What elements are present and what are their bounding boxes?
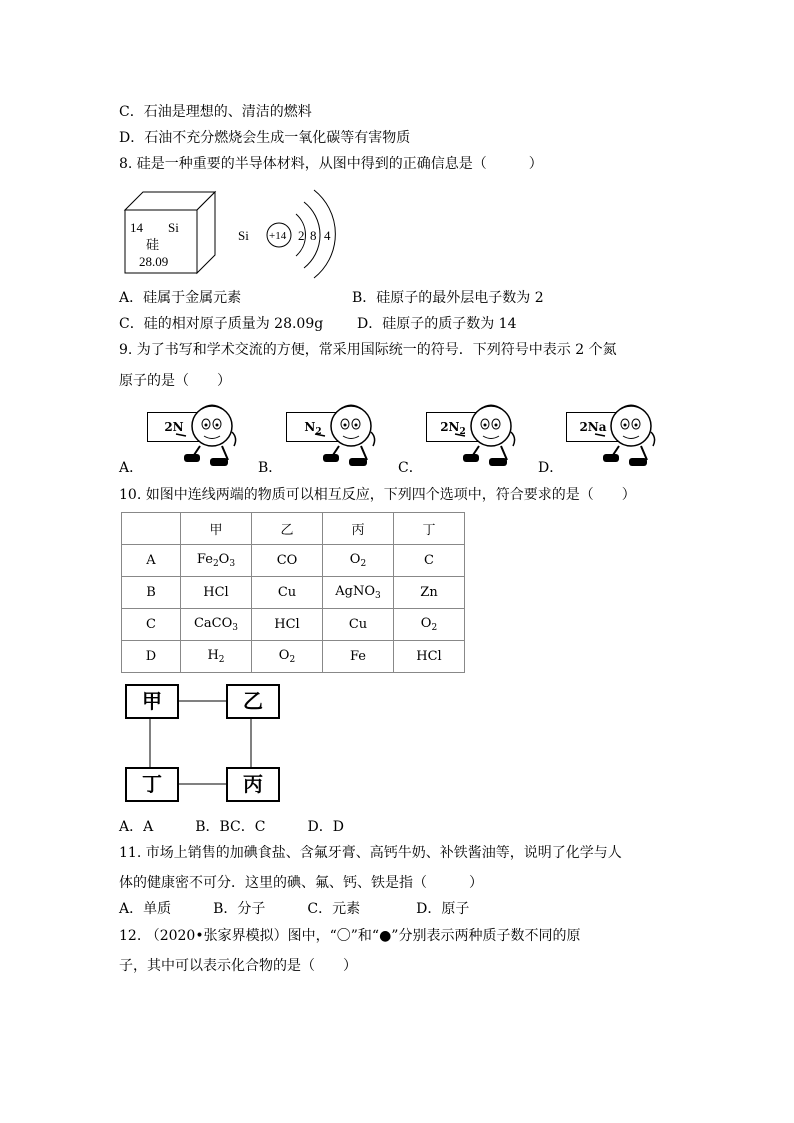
table-cell: CO [252, 545, 323, 577]
table-cell: Cu [252, 577, 323, 609]
table-cell: $O_2$ [323, 545, 394, 577]
table-row [122, 609, 465, 641]
table-row [122, 545, 465, 577]
q10-options: A．A B．BC．C D．D [119, 819, 344, 835]
option-letter: B． [258, 460, 283, 476]
row-label: B [122, 577, 181, 609]
card-sub: 2 [315, 427, 322, 437]
question-11-line1: 11. 市场上销售的加碘食盐、含氟牙膏、高钙牛奶、补铁酱油等，说明了化学与人 [119, 845, 622, 861]
table-row [122, 641, 465, 673]
box-ding: 丁 [125, 767, 179, 802]
nucleus-charge: +14 [269, 230, 287, 242]
table-cell: HCl [181, 577, 252, 609]
q7-option-d: D．石油不充分燃烧会生成一氧化碳等有害物质 [119, 130, 411, 146]
table-header-cell: 丙 [323, 513, 394, 545]
card-sub: 2 [459, 427, 466, 437]
box-jia: 甲 [125, 684, 179, 719]
silicon-element-card [118, 188, 218, 278]
cartoon-character-icon [591, 398, 659, 470]
option-letter: A． [119, 460, 144, 476]
question-12-line1: 12. （2020•张家界模拟）图中，“〇”和“●”分别表示两种质子数不同的原 [119, 928, 581, 944]
question-9-line1: 9. 为了书写和学术交流的方便，常采用国际统一的符号．下列符号中表示 2 个氮 [119, 342, 617, 358]
reaction-table [121, 512, 465, 673]
box-bing: 丙 [226, 767, 280, 802]
q8-option-d: D．硅原子的质子数为 14 [357, 316, 517, 332]
question-12-line2: 子，其中可以表示化合物的是（ ） [119, 958, 357, 974]
table-header-cell [122, 513, 181, 545]
option-letter: C． [398, 460, 423, 476]
row-label: D [122, 641, 181, 673]
cartoon-character-icon [311, 398, 379, 470]
question-10: 10. 如图中连线两端的物质可以相互反应，下列四个选项中，符合要求的是（ ） [119, 487, 636, 503]
card-main: 2Na [579, 420, 607, 434]
table-cell: Fe [323, 641, 394, 673]
table-header-cell: 丁 [394, 513, 465, 545]
shell-2-electrons: 8 [310, 228, 317, 243]
table-row [122, 577, 465, 609]
element-symbol: Si [168, 220, 179, 235]
table-header-cell: 甲 [181, 513, 252, 545]
table-cell: HCl [252, 609, 323, 641]
table-cell: CaCO$_3$ [181, 609, 252, 641]
row-label: A [122, 545, 181, 577]
q8-option-c: C．硅的相对原子质量为 28.09g [119, 316, 324, 332]
cartoon-character-icon [172, 398, 240, 470]
cartoon-character-icon [451, 398, 519, 470]
table-cell: Cu [323, 609, 394, 641]
card-main: 2N [164, 420, 184, 434]
atom-symbol: Si [238, 228, 249, 243]
question-8: 8. 硅是一种重要的半导体材料，从图中得到的正确信息是（ ） [119, 156, 543, 172]
silicon-atom-structure [232, 184, 342, 280]
q8-option-b: B．硅原子的最外层电子数为 2 [352, 290, 544, 306]
question-9-line2: 原子的是（ ） [119, 373, 231, 389]
shell-1-electrons: 2 [298, 228, 305, 243]
shell-3-electrons: 4 [324, 228, 331, 243]
table-cell: HCl [394, 641, 465, 673]
table-cell: $O_2$ [394, 609, 465, 641]
q8-option-a: A．硅属于金属元素 [119, 290, 242, 306]
table-cell: $H_2$ [181, 641, 252, 673]
question-11-line2: 体的健康密不可分．这里的碘、氟、钙、铁是指（ ） [119, 875, 483, 891]
element-name: 硅 [146, 238, 160, 253]
table-header-row [122, 513, 465, 545]
table-cell: Zn [394, 577, 465, 609]
table-header-cell: 乙 [252, 513, 323, 545]
card-main: 2N [440, 420, 460, 434]
table-cell: C [394, 545, 465, 577]
option-letter: D． [538, 460, 564, 476]
element-number: 14 [130, 220, 143, 235]
q7-option-c: C．石油是理想的、清洁的燃料 [119, 104, 312, 120]
row-label: C [122, 609, 181, 641]
table-cell: AgNO$_3$ [323, 577, 394, 609]
q11-options: A．单质 B．分子 C．元素 D．原子 [119, 901, 470, 917]
box-yi: 乙 [226, 684, 280, 719]
element-mass: 28.09 [139, 254, 169, 269]
card-main: N [304, 420, 316, 434]
table-cell: $Fe_2O_3$ [181, 545, 252, 577]
table-cell: $O_2$ [252, 641, 323, 673]
